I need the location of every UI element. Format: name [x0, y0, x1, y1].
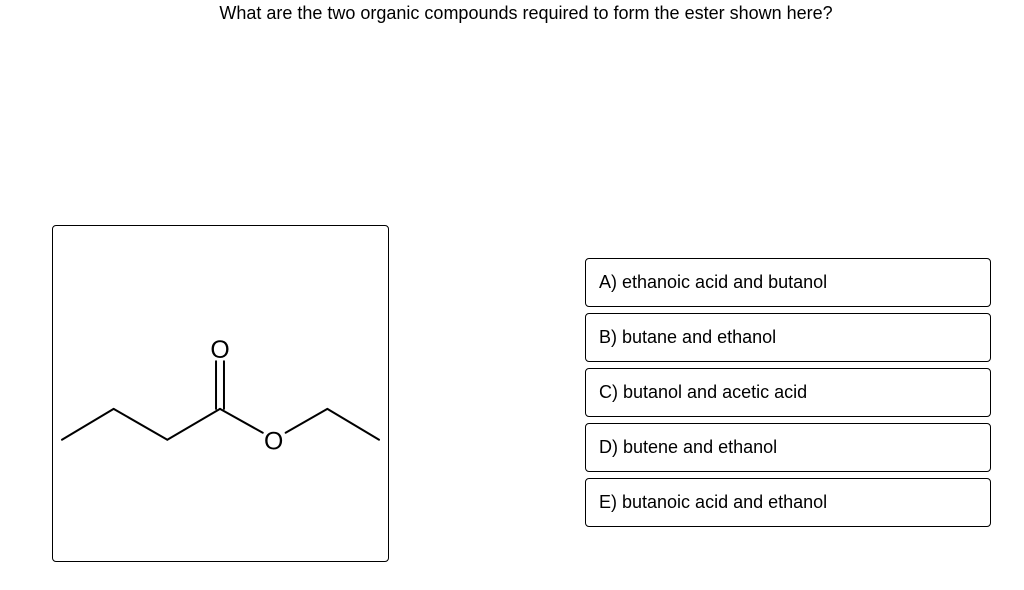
- answer-option-c[interactable]: [585, 368, 991, 417]
- answer-option-d[interactable]: [585, 423, 991, 472]
- answer-option-a[interactable]: [585, 258, 991, 307]
- answer-option-label: E) butanoic acid and ethanol: [599, 492, 828, 512]
- ester-structure-diagram: [52, 225, 389, 562]
- bond: [286, 409, 328, 433]
- bond: [167, 409, 220, 440]
- skeletal-formula: [53, 226, 388, 561]
- bond: [62, 409, 114, 440]
- question-text: What are the two organic compounds required to form the ester shown here?: [219, 3, 833, 23]
- answer-option-e[interactable]: [585, 478, 991, 527]
- bond: [327, 409, 379, 440]
- answer-option-label: D) butene and ethanol: [599, 437, 778, 457]
- answer-option-label: C) butanol and acetic acid: [599, 382, 808, 402]
- answer-option-label: B) butane and ethanol: [599, 327, 777, 347]
- answer-option-label: A) ethanoic acid and butanol: [599, 272, 828, 292]
- carbonyl-oxygen-label: O: [210, 337, 230, 365]
- bond: [220, 409, 263, 433]
- bond: [114, 409, 168, 440]
- answer-option-b[interactable]: [585, 313, 991, 362]
- ester-oxygen-label: O: [264, 428, 284, 456]
